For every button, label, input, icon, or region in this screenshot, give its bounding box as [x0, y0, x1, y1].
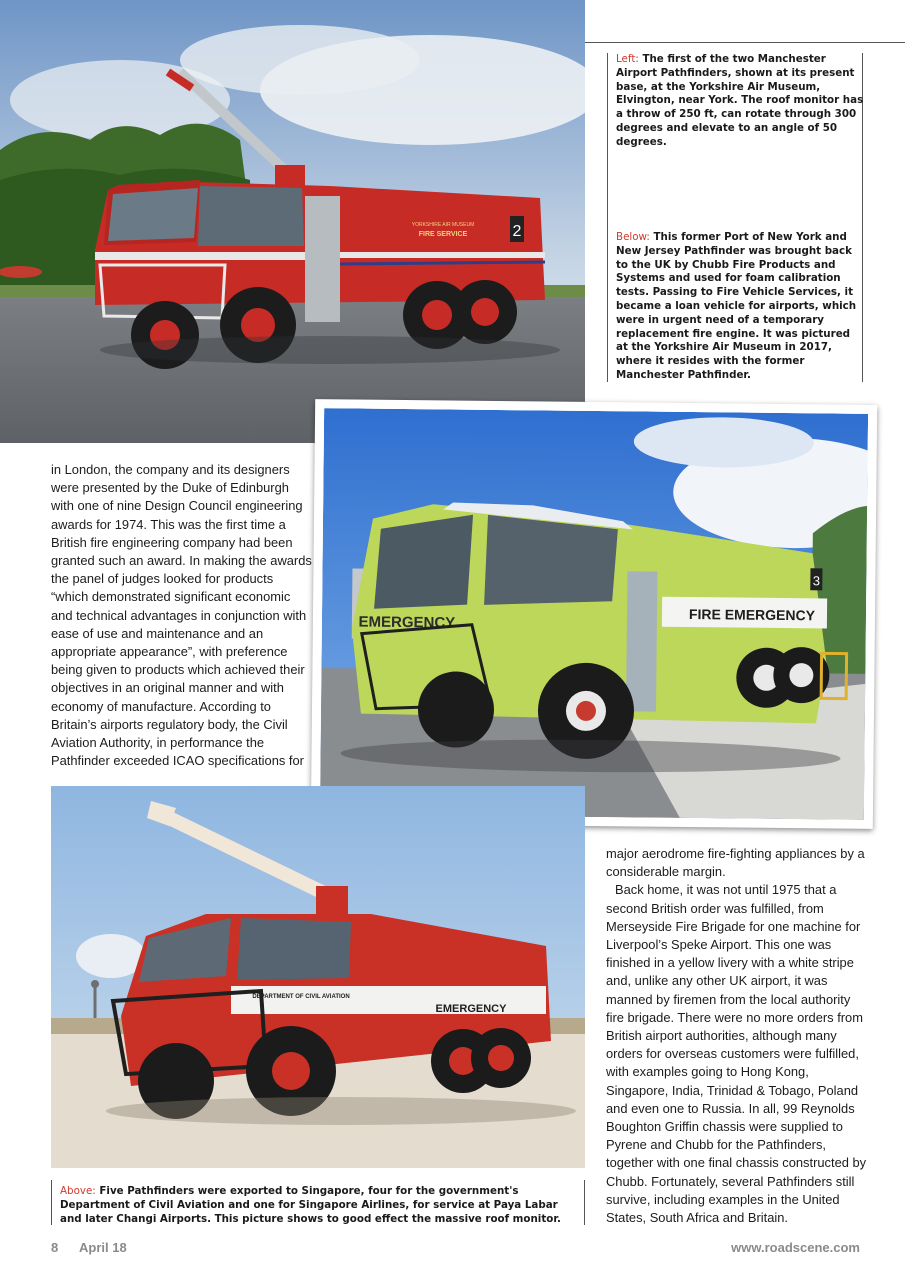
truck-side-text: EMERGENCY: [435, 1003, 507, 1015]
photo-new-york-pathfinder: [320, 408, 868, 820]
caption-left-lead: Left:: [616, 53, 639, 65]
caption-left-text: The first of the two Manchester Airport Pathfinders, shown at its present base, at the Yorkshire Air Museum, Elvington, near York. The roof monitor has a throw of 250 ft, can rotate through 300 degrees and elevate to an angle of 50 degrees.: [616, 53, 864, 148]
truck-front-text: EMERGENCY: [358, 613, 456, 632]
caption-below-text: This former Port of New York and New Jersey Pathfinder was brought back to the UK by Chubb Fire Products and Systems and used for foam calibration tests. Passing to Fire Vehicle Services, it became a loan vehicle for airports, which were in urgent need of a temporary replacement fire engine. It was pictured at the Yorkshire Air Museum in 2017, where it resides with the former Manchester Pathfinder.: [616, 231, 857, 381]
caption-below-lead: Below:: [616, 231, 650, 243]
caption-above-rule-left: [51, 1180, 52, 1225]
truck-stripe-text: DEPARTMENT OF CIVIL AVIATION: [252, 994, 350, 1000]
caption-below: [616, 231, 864, 383]
issue-date: April 18: [79, 1240, 127, 1255]
photo-singapore-pathfinder: [51, 786, 585, 1168]
truck-number: 3: [812, 573, 821, 589]
caption-above-text: Five Pathfinders were exported to Singapore, four for the government's Department of Civil Aviation and one for Singapore Airlines, for service at Paya Labar and later Changi Airports. This picture shows to good effect the massive roof monitor.: [60, 1185, 561, 1225]
body-paragraph: Back home, it was not until 1975 that a second British order was fulfilled, from Merseyside Fire Brigade for one machine for Liverpool’s Speke Airport. This one was finished in a yellow livery with a white stripe and, unlike any other UK airport, it was manned by firemen from the local authority fire brigade. There were no more orders from British airport authorities, although many orders for overseas customers were fulfilled, with examples going to Hong Kong, Singapore, India, Trinidad & Tobago, Poland and even one to Russia. In all, 99 Reynolds Boughton Griffin chassis were supplied to Pyrene and Chubb for the Pathfinders, together with one final chassis constructed by Chubb. Fortunately, several Pathfinders still survive, including examples in the United States, South Africa and Britain.: [606, 882, 867, 1226]
page-number: 8: [51, 1240, 59, 1255]
caption-left: [616, 53, 864, 150]
truck-door-text-2: FIRE SERVICE: [418, 231, 468, 238]
truck-number: 2: [512, 223, 522, 240]
caption-rule-left: [607, 53, 608, 382]
body-paragraph: major aerodrome fire-fighting appliances by a considerable margin.: [606, 846, 865, 880]
caption-above-rule-right: [584, 1180, 585, 1225]
truck-side-text: FIRE EMERGENCY: [688, 605, 816, 624]
body-column-right: [606, 845, 868, 1227]
body-column-left: in London, the company and its designers were presented by the Duke of Edinburgh with one of nine Design Council engineering awards for 1974. This was the first time a British fire engineering company had been granted such an award. In making the awards the panel of judges looked for products “which demonstrated significant economic and technical advantages in conjunction with ease of use and maintenance and an appropriate appearance”, with preference being given to products which achieved their objectives in an original manner and with economy of manufacture. According to Britain’s airports regulatory body, the Civil Aviation Authority, in performance the Pathfinder exceeded ICAO specifications for: [51, 462, 312, 769]
truck-door-text-1: YORKSHIRE AIR MUSEUM: [411, 222, 475, 228]
photo-manchester-pathfinder: [0, 0, 585, 443]
website-url[interactable]: www.roadscene.com: [731, 1240, 860, 1255]
caption-above-lead: Above:: [60, 1185, 96, 1197]
page-folio: [51, 1240, 127, 1255]
caption-above: [60, 1185, 578, 1226]
photo-frame-new-york-pathfinder: [311, 399, 877, 829]
